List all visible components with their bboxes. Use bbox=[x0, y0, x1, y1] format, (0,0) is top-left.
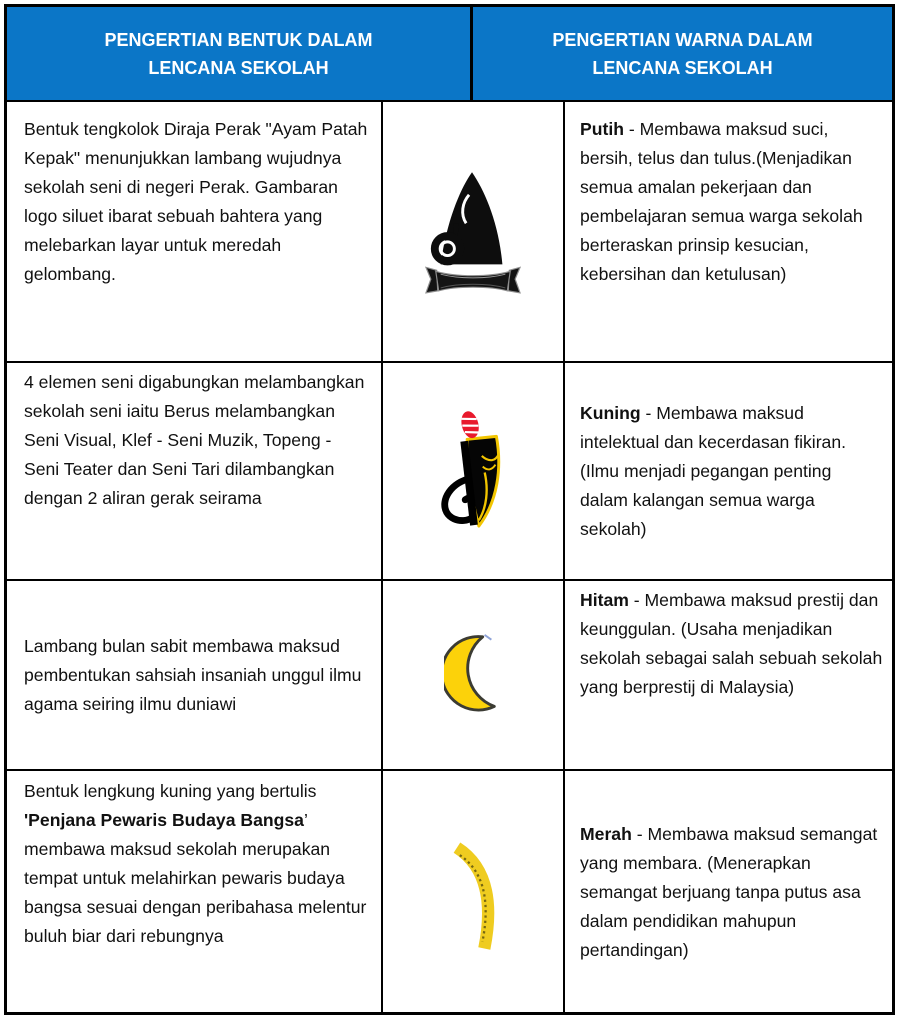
color-meaning-text bbox=[580, 115, 884, 289]
header-cell-shape bbox=[7, 7, 473, 100]
color-description: - Membawa maksud prestij dan keunggulan. (Usaha menjadikan sekolah sebagai salah sebuah sekolah yang berprestij di Malaysia) bbox=[580, 590, 883, 697]
color-name: Hitam bbox=[580, 590, 629, 610]
shape-description-text: 4 elemen seni digabungkan melambangkan sekolah seni iaitu Berus melambangkan Seni Visual, Klef - Seni Muzik, Topeng - Seni Teater dan Seni Tari dilambangkan dengan 2 aliran gerak seirama bbox=[24, 372, 365, 508]
color-meaning-text bbox=[580, 399, 884, 544]
table-row bbox=[7, 579, 892, 769]
color-meaning-cell bbox=[565, 581, 892, 769]
color-name: Putih bbox=[580, 119, 624, 139]
shape-description-cell bbox=[7, 771, 383, 1013]
badge-icon-cell bbox=[383, 102, 565, 361]
brush-mask-clef-emblem-icon bbox=[434, 410, 512, 532]
header-label-color: PENGERTIAN WARNA DALAM LENCANA SEKOLAH bbox=[552, 29, 813, 78]
color-meaning-text bbox=[580, 820, 884, 965]
motto-text: 'Penjana Pewaris Budaya Bangsa bbox=[24, 810, 304, 830]
shape-description-text: Bentuk tengkolok Diraja Perak "Ayam Patah Kepak" menunjukkan lambang wujudnya sekolah seni di negeri Perak. Gambaran logo siluet ibarat sebuah bahtera yang melebarkan layar untuk meredah gelombang. bbox=[24, 119, 368, 284]
table-header-row bbox=[7, 7, 892, 100]
color-meaning-cell bbox=[565, 771, 892, 1013]
color-meaning-cell bbox=[565, 102, 892, 361]
color-name: Merah bbox=[580, 823, 632, 844]
shape-description-cell bbox=[7, 581, 383, 769]
color-description: - Membawa maksud intelektual dan kecerdasan fikiran. (Ilmu menjadi pegangan penting dalam kalangan semua warga sekolah) bbox=[580, 402, 847, 539]
badge-icon-cell bbox=[383, 363, 565, 579]
color-meaning-text bbox=[580, 586, 884, 702]
shape-description-cell bbox=[7, 102, 383, 361]
crescent-moon-icon bbox=[444, 629, 502, 721]
color-description: - Membawa maksud suci, bersih, telus dan tulus.(Menjadikan semua amalan pekerjaan dan pembelajaran semua warga sekolah berteraskan prinsip kesucian, kebersihan dan ketulusan) bbox=[580, 119, 863, 284]
yellow-curved-band-icon bbox=[440, 840, 506, 958]
badge-icon-cell bbox=[383, 771, 565, 1013]
school-badge-meaning-table bbox=[4, 4, 895, 1015]
sail-clef-banner-logo-icon bbox=[424, 169, 522, 302]
table-row bbox=[7, 361, 892, 579]
header-cell-color bbox=[473, 7, 892, 100]
header-label-shape: PENGERTIAN BENTUK DALAM LENCANA SEKOLAH bbox=[104, 29, 373, 78]
color-name: Kuning bbox=[580, 402, 641, 423]
color-meaning-cell bbox=[565, 363, 892, 579]
shape-description-text: Lambang bulan sabit membawa maksud pembentukan sahsiah insaniah unggul ilmu agama seiring ilmu duniawi bbox=[24, 635, 362, 714]
shape-text-pre: Bentuk lengkung kuning yang bertulis bbox=[24, 781, 317, 801]
shape-text-post: membawa maksud sekolah merupakan tempat untuk melahirkan pewaris budaya bangsa sesuai dengan peribahasa melentur buluh biar dari rebungnya bbox=[24, 839, 367, 946]
table-row bbox=[7, 769, 892, 1013]
table-row bbox=[7, 100, 892, 361]
shape-description-cell bbox=[7, 363, 383, 579]
shape-description-text bbox=[24, 777, 371, 951]
color-description: - Membawa maksud semangat yang membara. (Menerapkan semangat berjuang tanpa putus asa dalam pendidikan mahupun pertandingan) bbox=[580, 823, 878, 960]
motto-close-quote: ’ bbox=[303, 810, 308, 830]
badge-icon-cell bbox=[383, 581, 565, 769]
